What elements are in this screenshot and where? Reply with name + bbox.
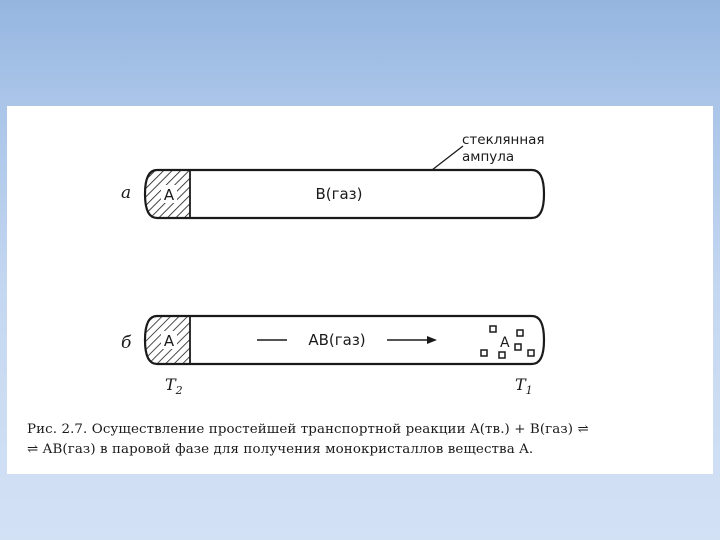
- annotation-leader-line: [432, 146, 463, 170]
- crystal-label: A: [500, 335, 510, 351]
- transport-arrow: [387, 336, 437, 344]
- transport-reaction-diagram: [7, 106, 713, 474]
- crystal: [499, 352, 505, 358]
- crystal: [481, 350, 487, 356]
- ampoule-b-substance-label: A: [163, 332, 175, 350]
- annotation-label-line2: ампула: [462, 149, 515, 165]
- temperature-t2-label: $T_2$: [165, 375, 183, 397]
- ampoule-a: [145, 170, 544, 218]
- figure-caption: [27, 420, 699, 460]
- glass-ampoule-annotation: [432, 132, 545, 170]
- label-b: б: [121, 333, 132, 353]
- crystals: [481, 326, 534, 358]
- annotation-label-line1: стеклянная: [462, 132, 545, 148]
- ampoule-a-substance-label: A: [163, 186, 175, 204]
- temperature-t1-label: $T_1$: [515, 375, 533, 397]
- ampoule-a-gas-label: B(газ): [315, 185, 363, 203]
- caption-line-2: ⇌ AB(газ) в паровой фазе для получения монокристаллов вещества A.: [27, 442, 534, 457]
- ampoule-b: [145, 316, 544, 364]
- crystal: [517, 330, 523, 336]
- caption-line-1: Рис. 2.7. Осуществление простейшей транспортной реакции A(тв.) + B(газ) ⇌: [27, 422, 589, 437]
- label-a: а: [121, 183, 132, 203]
- figure-card: [7, 106, 713, 474]
- ampoule-b-gas-label: AB(газ): [308, 331, 366, 349]
- crystal: [515, 344, 521, 350]
- crystal: [528, 350, 534, 356]
- crystal: [490, 326, 496, 332]
